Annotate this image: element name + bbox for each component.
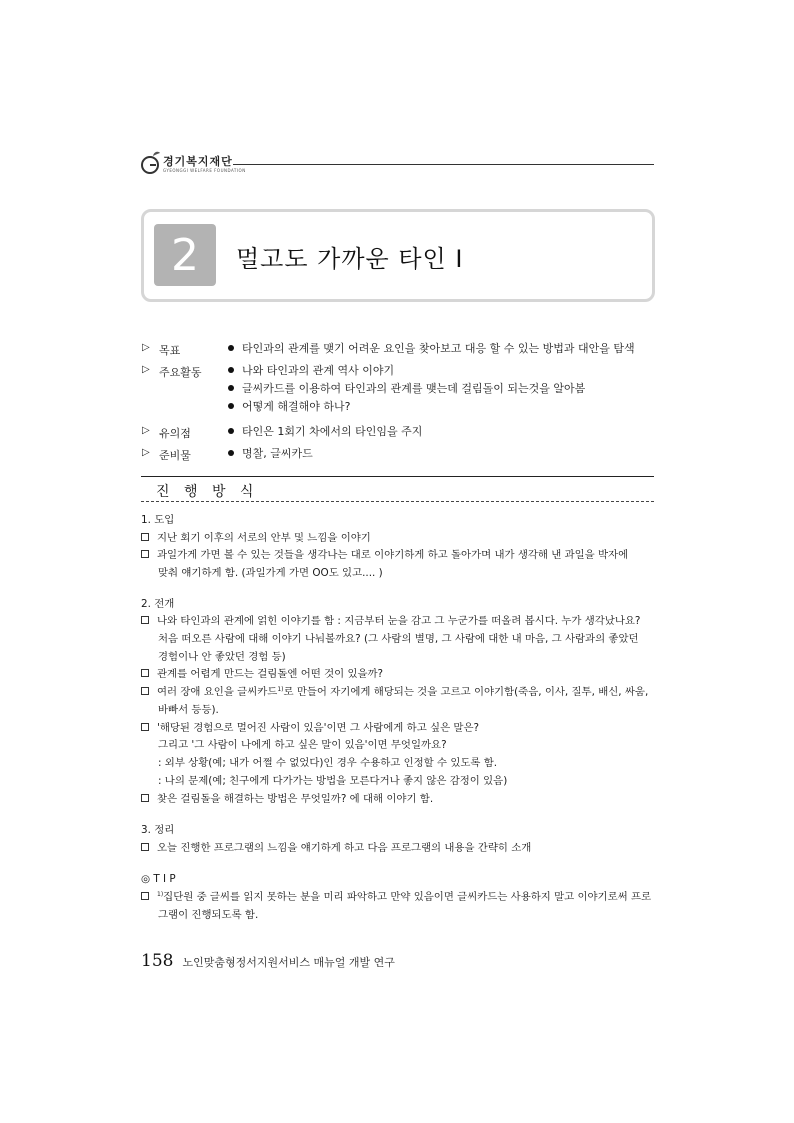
checkbox-square-icon: [141, 794, 149, 802]
header-rule: [233, 164, 654, 165]
tip-item: $^{1)}$집단원 중 글씨를 읽지 못하는 분을 미리 파악하고 만약 있음이면 글씨카드는 사용하지 말고 이야기로써 프로: [141, 890, 651, 904]
checkbox-square-icon: [141, 533, 149, 541]
list-item: '해당된 경험으로 멀어진 사람이 있음'이면 그 사람에게 하고 싶은 말은?: [141, 721, 479, 735]
list-item: 여러 장애 요인을 글씨카드$^{1)}$로 만들어 자기에게 해당되는 것을 고르고 이야기함(죽음, 이사, 질투, 배신, 싸움,: [141, 685, 648, 699]
chapter-title: 멀고도 가까운 타인 Ⅰ: [236, 245, 464, 273]
bullet-icon: [228, 385, 234, 391]
bullet-icon: [228, 428, 234, 434]
bullet-icon: [228, 450, 234, 456]
summary-item: 명찰, 글씨카드: [228, 447, 313, 465]
footer-title: 노인맞춤형정서지원서비스 매뉴얼 개발 연구: [182, 956, 395, 969]
bullet-icon: [228, 367, 234, 373]
list-item-continuation: 그리고 '그 사람이 나에게 하고 싶은 말이 있음'이면 무엇일까요?: [158, 739, 447, 751]
checkbox-square-icon: [141, 723, 149, 731]
list-item: 오늘 진행한 프로그램의 느낌을 얘기하게 하고 다음 프로그램의 내용을 간략히 소개: [141, 841, 531, 855]
section-heading: 1. 도입: [141, 514, 175, 526]
checkbox-square-icon: [141, 616, 149, 624]
footnote-marker: 1): [157, 891, 164, 898]
list-item: 과일가게 가면 볼 수 있는 것들을 생각나는 대로 이야기하게 하고 돌아가며 내가 생각해 낸 과일을 박자에: [141, 548, 628, 562]
tip-continuation: 그램이 진행되도록 함.: [158, 909, 259, 921]
chapter-number: 2: [154, 224, 216, 286]
summary-label: 유의점: [159, 427, 191, 440]
page-number: 158: [141, 951, 174, 971]
triangle-arrow-icon: ▷: [142, 425, 150, 436]
bullet-icon: [228, 345, 234, 351]
chapter-box: [141, 209, 655, 302]
bullet-icon: [228, 403, 234, 409]
checkbox-square-icon: [141, 892, 149, 900]
list-item-continuation: : 나의 문제(예; 친구에게 다가가는 방법을 모른다거나 좋지 않은 감정이 있음): [158, 775, 508, 787]
summary-item: 타인과의 관계를 맺기 어려운 요인을 찾아보고 대응 할 수 있는 방법과 대안을 탐색: [228, 342, 635, 360]
summary-label: 목표: [159, 344, 181, 357]
logo-subtitle: GYEONGGI WELFARE FOUNDATION: [163, 168, 246, 173]
list-item-continuation: 경험이나 안 좋았던 경험 등): [158, 651, 286, 663]
leaf-logo-icon: [139, 150, 161, 176]
section-rule-solid: [141, 476, 654, 477]
triangle-arrow-icon: ▷: [142, 342, 150, 353]
section-heading: 2. 전개: [141, 598, 175, 610]
page-footer: [141, 951, 395, 971]
summary-item: 어떻게 해결해야 하나?: [228, 400, 585, 418]
list-item: 지난 회기 이후의 서로의 안부 및 느낌을 이야기: [141, 531, 371, 545]
list-item: 찾은 걸림돌을 해결하는 방법은 무엇일까? 에 대해 이야기 함.: [141, 792, 433, 806]
checkbox-square-icon: [141, 669, 149, 677]
footnote-marker: 1): [277, 686, 284, 693]
list-item-continuation: : 외부 상황(예; 내가 어쩔 수 없었다)인 경우 수용하고 인정할 수 있도록 함.: [158, 757, 498, 769]
list-item-continuation: 바빠서 등등).: [158, 704, 219, 716]
foundation-logo: [139, 150, 246, 180]
logo-name: 경기복지재단: [163, 155, 233, 168]
checkbox-square-icon: [141, 843, 149, 851]
checkbox-square-icon: [141, 550, 149, 558]
list-item-continuation: 처음 떠오른 사람에 대해 이야기 나눠볼까요? (그 사람의 별명, 그 사람에 대한 내 마음, 그 사람과의 좋았던: [158, 633, 639, 645]
summary-label: 주요활동: [159, 366, 202, 379]
list-item-continuation: 맞춰 얘기하게 함. (과일가게 가면 OO도 있고.... ): [158, 567, 383, 579]
checkbox-square-icon: [141, 687, 149, 695]
method-title: 진 행 방 식: [156, 484, 259, 500]
section-rule-dotted: [141, 501, 654, 502]
tip-heading: ◎ T I P: [141, 873, 176, 885]
triangle-arrow-icon: ▷: [142, 447, 150, 458]
summary-item: 글씨카드를 이용하여 타인과의 관계를 맺는데 걸림돌이 되는것을 알아봄: [228, 382, 585, 400]
section-heading: 3. 정리: [141, 824, 175, 836]
list-item: 나와 타인과의 관계에 얽힌 이야기를 함 : 지금부터 눈을 감고 그 누군가를 떠올려 봅시다. 누가 생각났나요?: [141, 614, 640, 628]
summary-item: 타인은 1회기 차에서의 타인임을 주지: [228, 425, 422, 443]
summary-label: 준비물: [159, 449, 191, 462]
triangle-arrow-icon: ▷: [142, 364, 150, 375]
summary-item: 나와 타인과의 관계 역사 이야기: [228, 364, 585, 382]
list-item: 관계를 어렵게 만드는 걸림돌엔 어떤 것이 있을까?: [141, 667, 383, 681]
